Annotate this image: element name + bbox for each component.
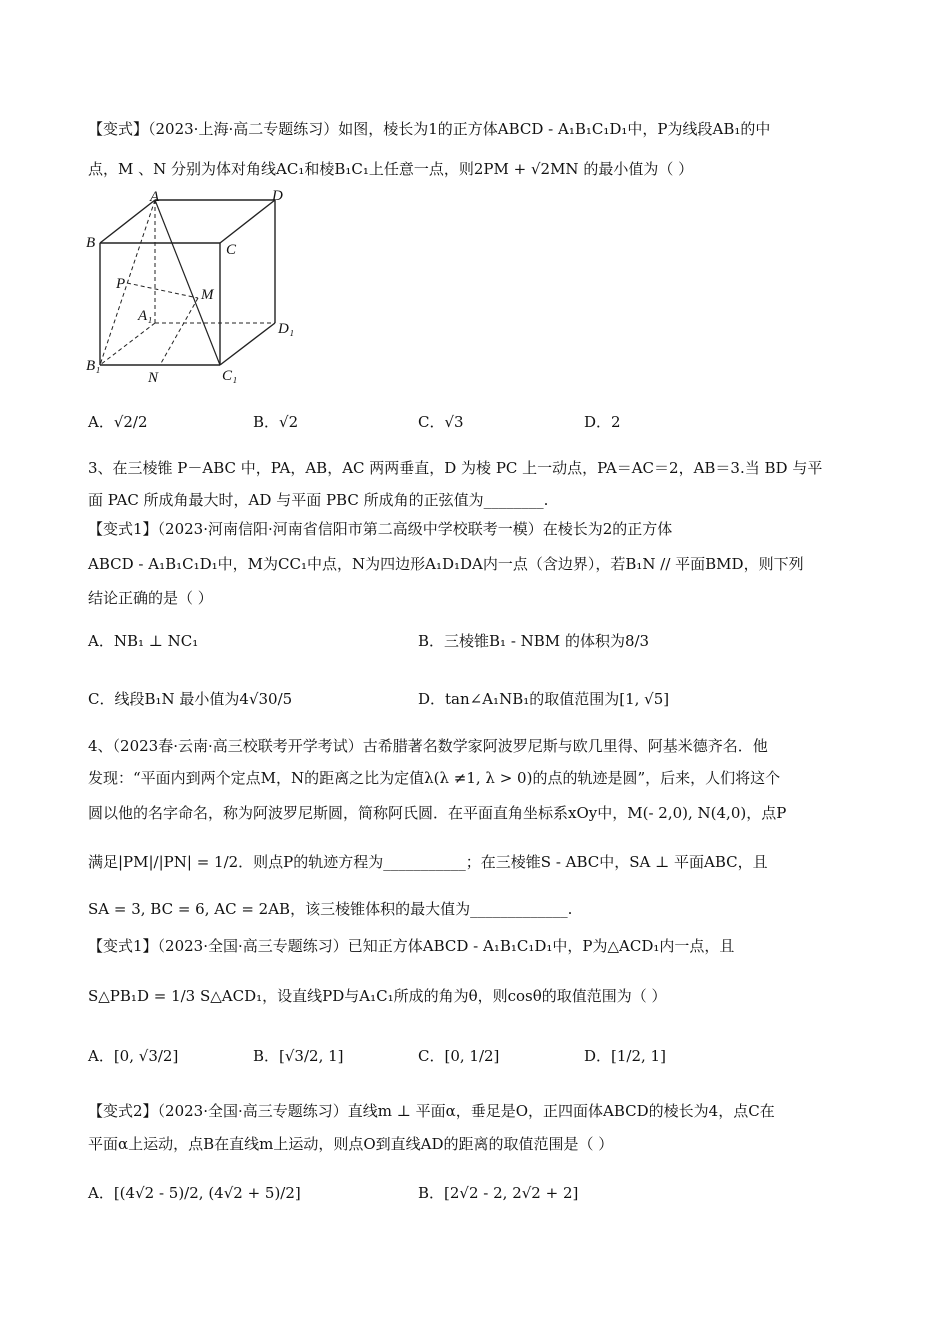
variant-1a-line-2: ABCD - A₁B₁C₁D₁中，M为CC₁中点，N为四边形A₁D₁DA内一点（含边界），若B₁N // 平面BMD，则下列 [88, 555, 804, 573]
variant-2-line-1: 【变式2】（2023·全国·高三专题练习）直线m ⊥ 平面α，垂足是O，正四面体ABCD的棱长为4，点C在 [88, 1102, 775, 1120]
variant-1a-line-3: 结论正确的是（ ） [88, 589, 213, 607]
label-N: N [148, 370, 159, 386]
question-4-line-2: 发现：“平面内到两个定点M，N的距离之比为定值λ(λ ≠1, λ > 0)的点的轨迹是圆”，后来，人们将这个 [88, 769, 781, 787]
variant-shanghai-option-d: D．2 [584, 413, 621, 431]
label-D1: D₁ [278, 321, 295, 337]
question-3-line-1: 3、在三棱锥 P－ABC 中，PA，AB，AC 两两垂直，D 为棱 PC 上一动点，PA＝AC＝2，AB＝3.当 BD 与平 [88, 459, 823, 477]
variant-shanghai-line-2: 点，M 、N 分别为体对角线AC₁和棱B₁C₁上任意一点，则2PM + √2MN 的最小值为（ ） [88, 160, 694, 178]
question-4-line-5: SA = 3, BC = 6, AC = 2AB，该三棱锥体积的最大值为_____________. [88, 900, 573, 918]
cube-diagram [80, 188, 310, 388]
question-3-line-2: 面 PAC 所成角最大时，AD 与平面 PBC 所成角的正弦值为________. [88, 491, 549, 509]
label-C1: C₁ [222, 368, 238, 384]
label-B1: B₁ [86, 358, 101, 374]
variant-1a-option-a: A．NB₁ ⊥ NC₁ [88, 632, 199, 650]
variant-1a-option-c: C．线段B₁N 最小值为4√30/5 [88, 690, 293, 708]
variant-1b-option-c: C．[0, 1/2] [418, 1047, 500, 1065]
variant-shanghai-line-1: 【变式】（2023·上海·高二专题练习）如图，棱长为1的正方体ABCD - A₁B₁C₁D₁中，P为线段AB₁的中 [88, 120, 771, 138]
label-C: C [226, 242, 237, 258]
variant-2-option-b: B．[2√2 - 2, 2√2 + 2] [418, 1184, 579, 1202]
variant-1b-option-d: D．[1/2, 1] [584, 1047, 666, 1065]
variant-1b-line-1: 【变式1】（2023·全国·高三专题练习）已知正方体ABCD - A₁B₁C₁D₁中，P为△ACD₁内一点，且 [88, 937, 735, 955]
variant-1a-option-d: D．tan∠A₁NB₁的取值范围为[1, √5] [418, 690, 670, 708]
label-M: M [201, 287, 214, 303]
question-4-line-3: 圆以他的名字命名，称为阿波罗尼斯圆，简称阿氏圆．在平面直角坐标系xOy中，M(- 2,0), N(4,0)，点P [88, 804, 787, 822]
variant-shanghai-option-b: B．√2 [253, 413, 299, 431]
variant-shanghai-option-c: C．√3 [418, 413, 464, 431]
variant-2-option-a: A．[(4√2 - 5)/2, (4√2 + 5)/2] [88, 1184, 301, 1202]
label-A1: A₁ [138, 308, 153, 324]
variant-shanghai-option-a: A．√2/2 [88, 413, 148, 431]
variant-1b-option-b: B．[√3/2, 1] [253, 1047, 344, 1065]
variant-1a-line-1: 【变式1】（2023·河南信阳·河南省信阳市第二高级中学校联考一模）在棱长为2的正方体 [88, 520, 673, 538]
variant-2-line-2: 平面α上运动，点B在直线m上运动，则点O到直线AD的距离的取值范围是（ ） [88, 1135, 614, 1153]
label-D: D [272, 188, 283, 204]
label-P: P [116, 276, 126, 292]
label-B: B [86, 235, 96, 251]
cube-figure [80, 188, 310, 388]
question-4-line-1: 4、（2023春·云南·高三校联考开学考试）古希腊著名数学家阿波罗尼斯与欧几里得、阿基米德齐名．他 [88, 737, 768, 755]
variant-1b-line-2: S△PB₁D = 1/3 S△ACD₁，设直线PD与A₁C₁所成的角为θ，则cosθ的取值范围为（ ） [88, 987, 667, 1005]
variant-1a-option-b: B．三棱锥B₁ - NBM 的体积为8/3 [418, 632, 650, 650]
variant-1b-option-a: A．[0, √3/2] [88, 1047, 179, 1065]
question-4-line-4: 满足|PM|/|PN| = 1/2．则点P的轨迹方程为___________；在三棱锥S - ABC中，SA ⊥ 平面ABC，且 [88, 853, 768, 871]
label-A: A [150, 189, 160, 205]
